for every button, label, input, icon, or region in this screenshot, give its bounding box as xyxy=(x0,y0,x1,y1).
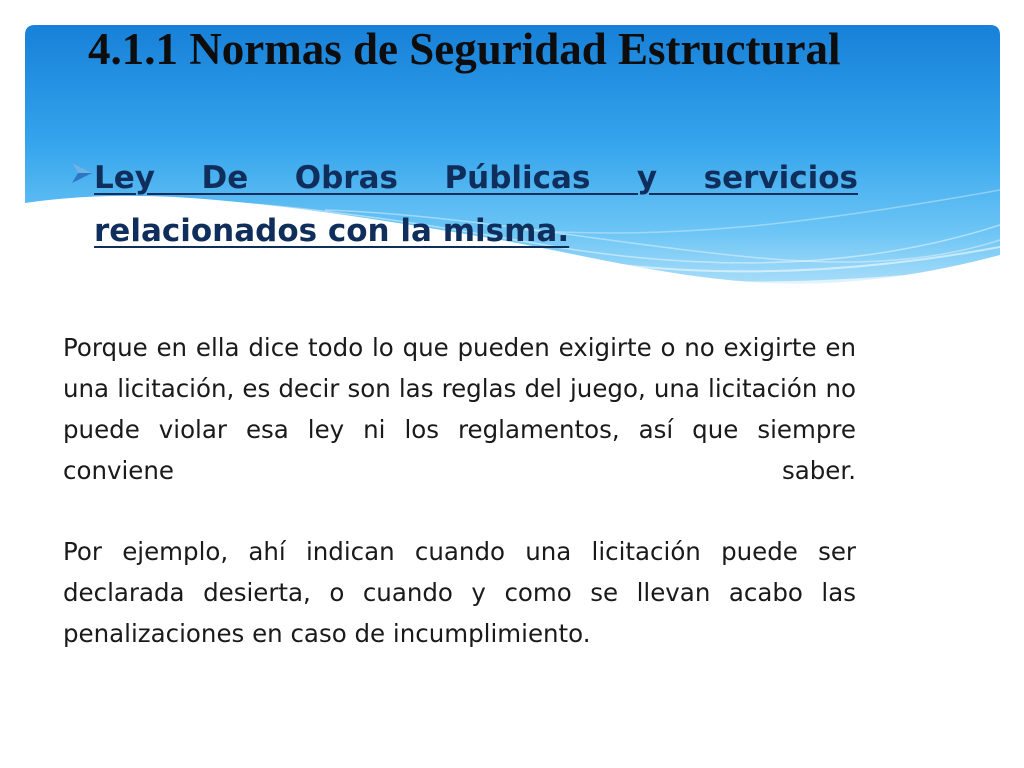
body-paragraph-1: Porque en ella dice todo lo que pueden exigirte o no exigirte en una licitación, es decir son las reglas del juego, una licitación no puede violar esa ley ni los reglamentos, así que siempre conviene saber. xyxy=(63,333,856,485)
arrow-bullet-icon xyxy=(70,161,94,185)
bullet-item xyxy=(70,152,858,258)
body-paragraph-2: Por ejemplo, ahí indican cuando una licitación puede ser declarada desierta, o cuando y como se llevan acabo las penalizaciones en caso de incumplimiento. xyxy=(63,537,856,648)
slide-title: 4.1.1 Normas de Seguridad Estructural xyxy=(88,24,841,74)
bullet-text-link[interactable]: Ley De Obras Públicas y servicios relacionados con la misma. xyxy=(94,160,858,249)
